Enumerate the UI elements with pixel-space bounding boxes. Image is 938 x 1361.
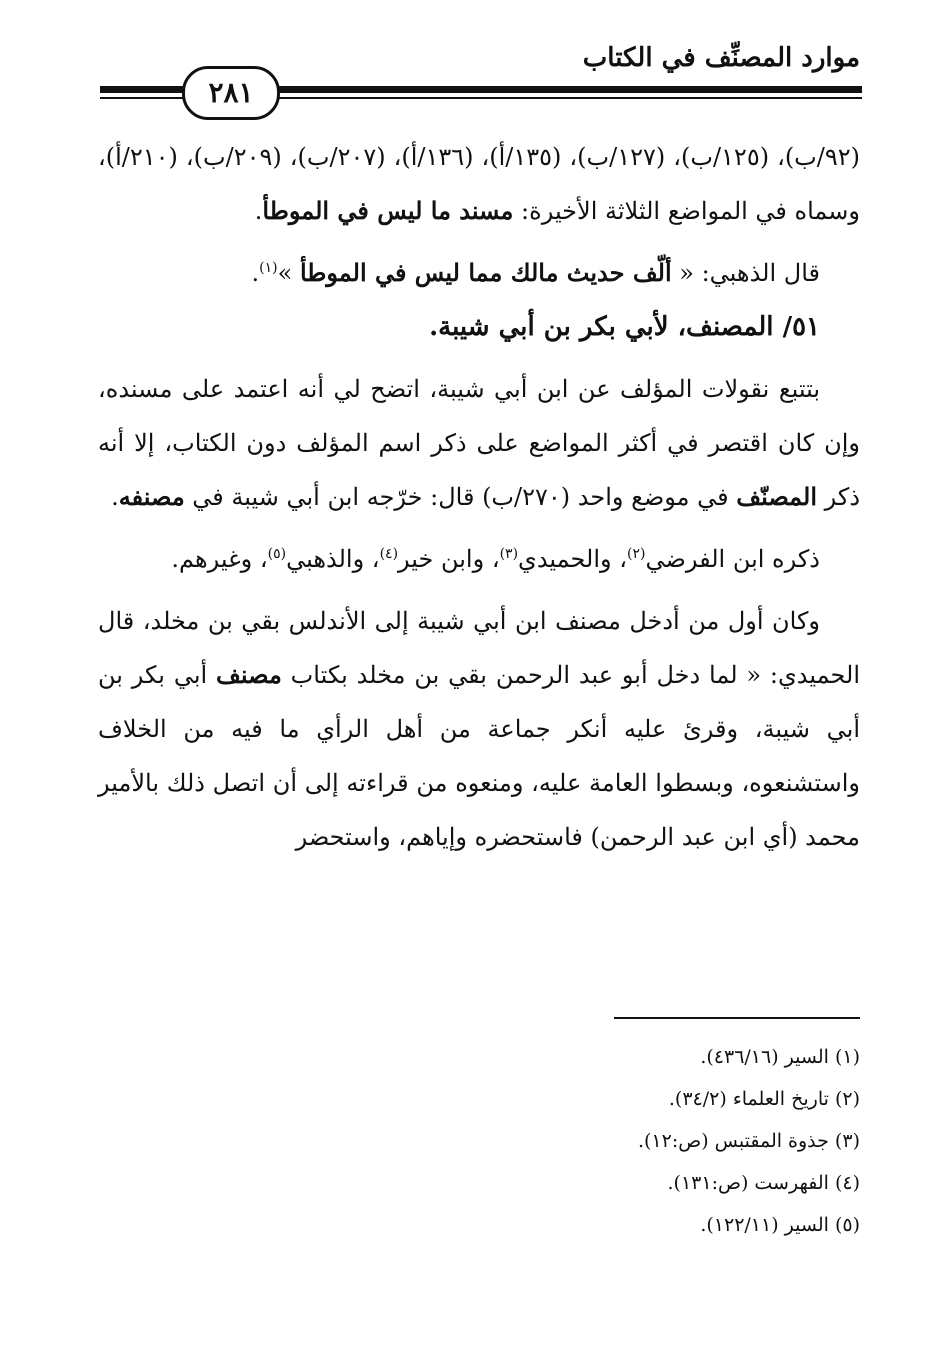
paragraph-andalus xyxy=(98,594,860,864)
page-number-badge: ٢٨١ xyxy=(182,66,280,120)
musannaf-bold-2: مصنفه xyxy=(118,482,185,511)
mentions-text-d: ، والذهبي xyxy=(286,545,380,573)
tracing-text-start: بتتبع نقولات المؤلف عن ابن أبي شيبة، اتضح لي أنه اعتمد على مسنده، وإن كان اقتصر في أكثر المواضع على ذكر اسم المؤلف دون الكتاب، إلا أنه ذكر xyxy=(98,375,860,511)
paragraph-mentions xyxy=(98,532,860,586)
footnote-ref-1: (١) xyxy=(259,260,278,276)
running-header-title: موارد المصنِّف في الكتاب xyxy=(582,43,860,73)
mentions-text-b: ، والحميدي xyxy=(518,545,627,573)
tracing-text-mid: في موضع واحد (٢٧٠/ب) قال: خرّجه ابن أبي شيبة في xyxy=(184,483,737,511)
mentions-text-e: ، وغيرهم. xyxy=(171,545,268,573)
references-line-2: (٢٠٩/ب)، (٢١٠/أ)، وسماه في المواضع الثلاثة الأخيرة: xyxy=(98,143,860,225)
footnote-item: (١) السير (٤٣٦/١٦). xyxy=(700,1046,860,1068)
footnote-item: (٤) الفهرست (ص:١٣١). xyxy=(667,1172,860,1194)
tracing-text-end: . xyxy=(111,483,119,511)
references-end: . xyxy=(254,197,263,225)
quote-tail: . xyxy=(251,259,260,287)
andalus-text-start: وكان أول من أدخل مصنف ابن أبي شيبة إلى الأندلس بقي بن مخلد، قال الحميدي: « لما دخل أبو عبد الرحمن بقي بن مخلد بكتاب xyxy=(98,607,860,689)
musannaf-bold-1: المصنّف xyxy=(736,482,818,511)
footnote-item: (٥) السير (١٢٢/١١). xyxy=(700,1214,860,1236)
references-line-1: (٩٢/ب)، (١٢٥/ب)، (١٢٧/ب)، (١٣٥/أ)، (١٣٦/أ)، (٢٠٧/ب)، xyxy=(289,143,861,171)
quote-intro: قال الذهبي: « xyxy=(671,259,820,287)
paragraph-references xyxy=(98,130,860,238)
quote-bold: ألّف حديث مالك مما ليس في الموطأ xyxy=(299,258,672,287)
main-text xyxy=(98,130,860,864)
andalus-text-end: أبي بكر بن أبي شيبة، وقرئ عليه أنكر جماعة من أهل الرأي ما فيه من الخلاف واستشنعوه، وبسطوا العامة عليه، ومنعوه من قراءته إلى أن اتصل ذلك بالأمير محمد (أي ابن عبد الرحمن) فاستحضره وإياهم، واستحضر xyxy=(98,661,860,851)
quote-close: » xyxy=(277,259,300,287)
section-heading: ٥١/ المصنف، لأبي بكر بن أبي شيبة. xyxy=(429,312,820,342)
footnote-item: (٣) جذوة المقتبس (ص:١٢). xyxy=(637,1130,860,1152)
footnotes xyxy=(98,1036,860,1246)
paragraph-dhahabi-quote xyxy=(98,246,860,300)
mentions-text-c: ، وابن خير xyxy=(398,545,500,573)
footnote-ref-4: (٤) xyxy=(379,546,399,562)
footnote-ref-3: (٣) xyxy=(499,546,519,562)
footnote-separator xyxy=(614,1017,860,1019)
footnote-ref-5: (٥) xyxy=(267,546,287,562)
book-title-bold: مسند ما ليس في الموطأ xyxy=(262,196,514,225)
musannaf-bold-3: مصنف xyxy=(216,660,282,689)
footnote-ref-2: (٢) xyxy=(626,546,646,562)
footnote-item: (٢) تاريخ العلماء (٣٤/٢). xyxy=(668,1088,860,1110)
mentions-text-a: ذكره ابن الفرضي xyxy=(645,545,820,573)
paragraph-tracing xyxy=(98,362,860,524)
